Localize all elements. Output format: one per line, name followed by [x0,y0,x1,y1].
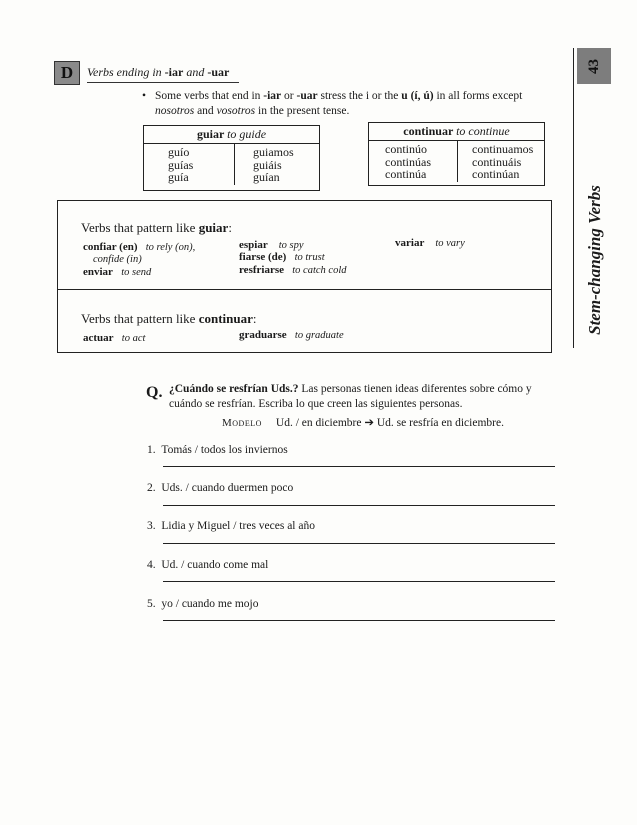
pattern-continuar-title [81,311,256,327]
intro-bullet [144,89,544,119]
exercise-letter: Q. [146,384,163,401]
pattern-verb-word: resfriarse [239,264,284,276]
pattern-verb [239,329,344,341]
continuar-table-header [369,123,544,141]
continuar-form: continuamos [472,142,534,156]
continuar-singular-column [369,141,457,182]
intro-text-1: Some verbs that end in [155,90,264,102]
continuar-form: continúo [385,142,427,156]
pattern-verb-meaning: to spy [278,240,304,251]
intro-text-2: or [281,90,297,102]
continuar-form: continuáis [472,154,522,169]
pattern-verb [239,264,346,276]
guiar-form: guío [168,145,190,159]
continuar-form: continúa [385,167,427,181]
guiar-form: guían [253,170,280,184]
pattern-verb [83,332,145,344]
guiar-form: guía [168,170,189,184]
exercise-item [147,520,315,532]
guiar-conjugation-table [143,125,320,191]
item-number: 5. [147,598,156,610]
answer-line[interactable] [163,505,555,506]
guiar-singular-column [144,144,234,185]
item-prompt: Lidia y Miguel / tres veces al año [161,520,315,532]
pattern-verb [83,241,195,253]
continuar-plural-column [457,141,544,182]
item-number: 2. [147,482,156,494]
pattern-box-divider [57,289,552,290]
exercise-item [147,598,258,610]
section-title-prefix: Verbs ending in [87,65,165,79]
continuar-form: continúas [385,154,431,169]
exercise-model [222,415,504,429]
arrow-icon: ➔ [364,417,374,429]
intro-uar: -uar [296,90,318,102]
intro-vosotros: vosotros [216,105,256,117]
pattern-guiar-title-suffix: : [228,220,232,235]
intro-text-3: stress the i or the [317,90,402,102]
exercise-item [147,559,268,571]
pattern-verb-word: fiarse (de) [239,251,287,263]
section-title [87,65,229,80]
item-prompt: Uds. / cuando duermen poco [161,482,294,494]
item-prompt: Tomás / todos los inviernos [161,444,288,456]
pattern-verb-meaning: to catch cold [292,265,347,276]
intro-iar: -iar [263,90,282,102]
item-number: 3. [147,520,156,532]
exercise-item [147,444,288,456]
pattern-guiar-title-prefix: Verbs that pattern like [81,220,199,235]
pattern-guiar-title-verb: guiar [198,220,229,235]
guiar-form: guiáis [253,157,282,172]
pattern-verb [395,237,465,249]
section-letter-badge: D [54,61,80,85]
exercise-question: ¿Cuándo se resfrían Uds.? [169,383,299,395]
pattern-continuar-title-verb: continuar [198,311,253,326]
pattern-verb-meaning: to rely (on), [145,242,196,253]
pattern-continuar-title-prefix: Verbs that pattern like [81,311,199,326]
pattern-continuar-title-suffix: : [252,311,257,326]
intro-text-4: in all forms except [433,90,523,102]
continuar-meaning: to continue [456,124,510,138]
item-number: 4. [147,559,156,571]
page-number-badge [577,48,611,84]
page-number: 43 [585,58,602,74]
guiar-form: guiamos [253,145,294,159]
pattern-verb-word: variar [395,237,425,249]
pattern-verb-meaning: to vary [435,238,465,249]
section-title-and: and [183,65,208,79]
intro-text-5: and [194,105,217,117]
guiar-meaning: to guide [227,127,267,141]
pattern-verb-meaning: to send [121,267,152,278]
pattern-verb [239,251,325,263]
guiar-plural-column [234,144,319,185]
pattern-verb-meaning: to act [121,333,146,344]
pattern-verb-word: graduarse [239,329,287,341]
pattern-verb-word: espiar [239,239,268,251]
exercise-item [147,482,293,494]
intro-text-6: in the present tense. [255,105,350,117]
section-title-uar: -uar [207,65,230,79]
answer-line[interactable] [163,543,555,544]
answer-line[interactable] [163,581,555,582]
guiar-table-header [144,126,319,144]
continuar-conjugation-table [368,122,545,186]
model-answer: Ud. se resfría en diciembre. [376,417,504,429]
pattern-verb-meaning: to trust [294,252,325,263]
item-prompt: yo / cuando me mojo [161,598,259,610]
section-title-iar: -iar [164,65,184,79]
guiar-form: guías [168,157,194,172]
exercise-instructions-text: Las personas tienen ideas diferentes sobre cómo y cuándo se resfrían. Escriba lo que creen las siguientes personas. [169,383,532,410]
section-title-rule [87,82,239,83]
answer-line[interactable] [163,620,555,621]
answer-line[interactable] [163,466,555,467]
chapter-title-vertical: Stem-changing Verbs [585,185,604,335]
model-prompt: Ud. / en diciembre [275,417,362,429]
pattern-guiar-title [81,220,232,236]
pattern-verb [239,239,304,251]
pattern-verb-meaning-continued: confide (in) [93,254,142,265]
item-prompt: Ud. / cuando come mal [161,559,269,571]
pattern-verb-word: actuar [83,332,114,344]
item-number: 1. [147,444,156,456]
exercise-instructions [169,382,559,412]
intro-nosotros: nosotros [155,105,195,117]
model-label: Modelo [222,417,262,429]
intro-u: u (í, ú) [401,90,434,102]
continuar-verb: continuar [403,124,454,138]
continuar-form: continúan [472,167,520,181]
pattern-verb-meaning: to graduate [294,330,344,341]
pattern-verb-word: confiar (en) [83,241,138,253]
pattern-verb-word: enviar [83,266,113,278]
side-tab-rule [573,48,574,348]
pattern-verb [83,266,151,278]
guiar-verb: guiar [196,127,225,141]
